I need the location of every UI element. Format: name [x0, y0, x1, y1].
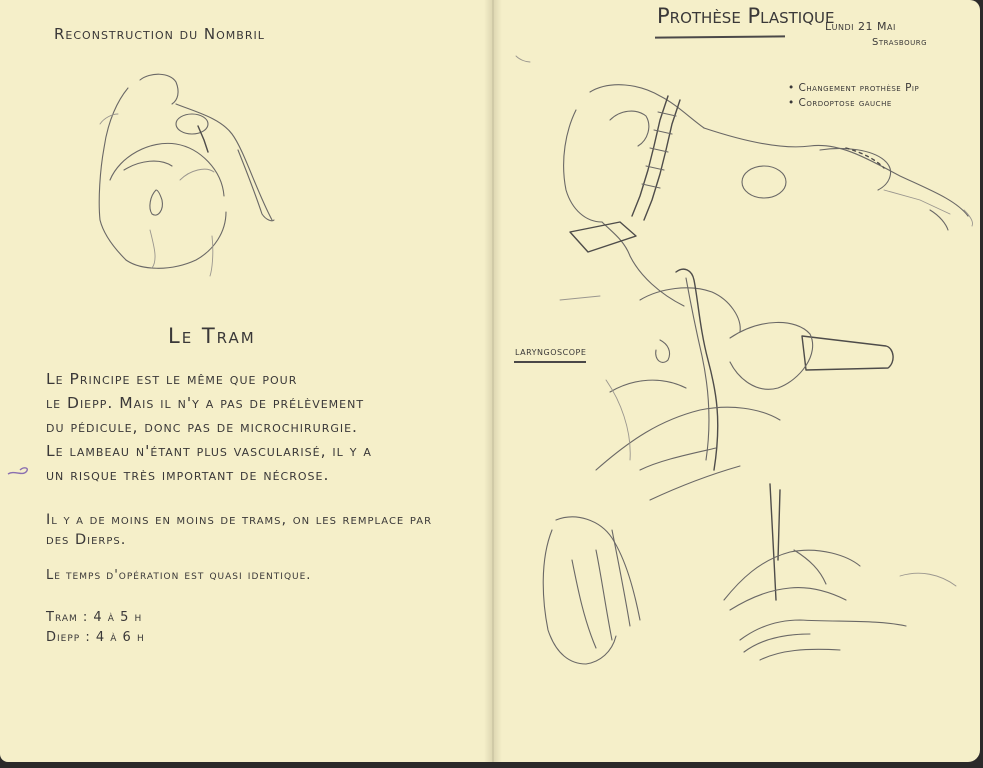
laryngoscope-label: laryngoscope — [515, 344, 587, 358]
section-heading: Le Tram — [168, 324, 256, 348]
surgery-sketch — [516, 56, 973, 664]
margin-doodle — [8, 468, 27, 474]
paragraph-line: Le lambeau n'étant plus vascularisé, il y a — [46, 442, 372, 460]
duration-note: Le temps d'opération est quasi identique. — [46, 568, 312, 583]
note-item: • Changement prothèse Pip — [788, 82, 920, 94]
duration-item: Diepp : 4 à 6 h — [46, 630, 145, 645]
paragraph-line: des Dierps. — [46, 532, 127, 548]
paragraph-line: un risque très important de nécrose. — [46, 466, 330, 484]
paragraph-line: du pédicule, donc pas de microchirurgie. — [46, 418, 358, 436]
torso-sketch — [99, 74, 274, 276]
label-underline — [514, 361, 586, 363]
paragraph-line: Il y a de moins en moins de trams, on les remplace par — [46, 512, 433, 528]
right-page-title: Prothèse Plastique — [657, 4, 835, 28]
duration-item: Tram : 4 à 5 h — [46, 610, 143, 625]
date-label: Lundi 21 Mai — [825, 20, 896, 33]
paragraph-line: le Diepp. Mais il n'y a pas de prélèvement — [46, 394, 365, 412]
note-item: • Cordoptose gauche — [788, 97, 892, 109]
city-label: Strasbourg — [872, 37, 928, 48]
left-page-title: Reconstruction du Nombril — [54, 25, 265, 43]
paragraph-line: Le Principe est le même que pour — [46, 370, 298, 388]
